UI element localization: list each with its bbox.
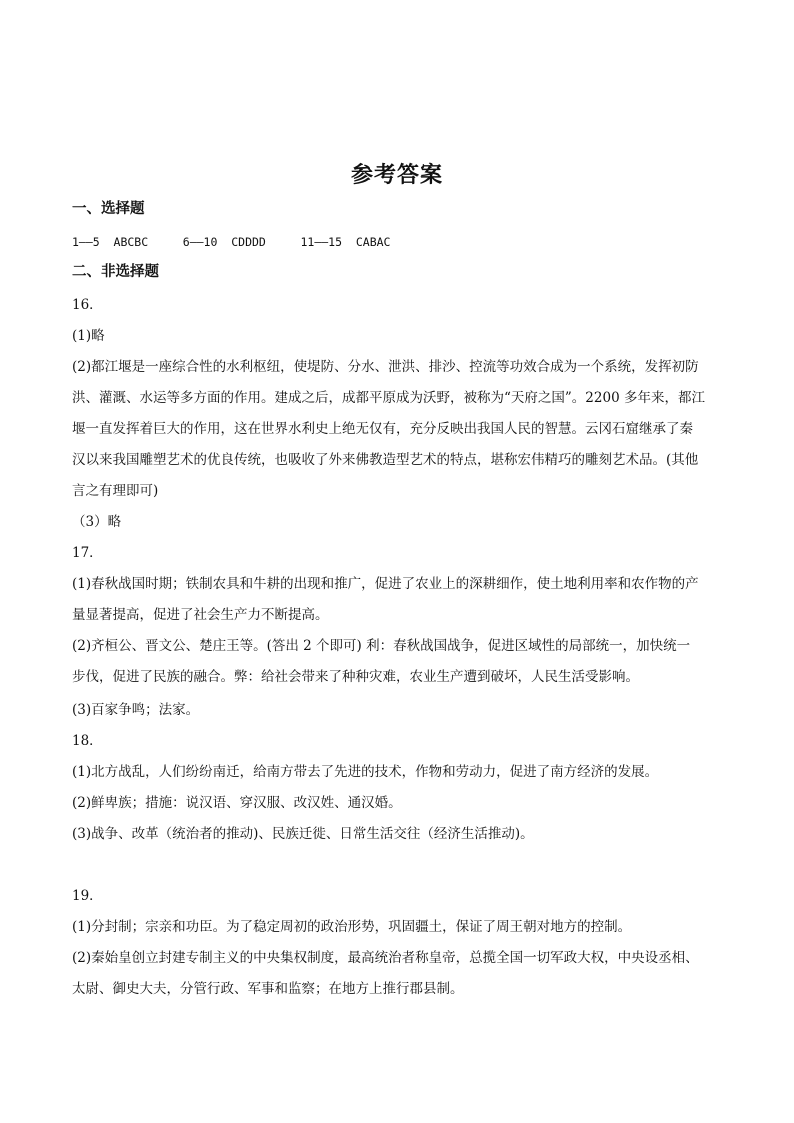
page-title: 参考答案: [350, 163, 443, 188]
question-18-part-3: (3)战争、改革（统治者的推动)、民族迁徙、日常生活交往（经济生活推动)。: [72, 826, 534, 842]
question-17-part-1-line: (1)春秋战国时期；铁制农具和牛耕的出现和推广，促进了农业上的深耕细作，使土地利用率和农作物的产: [72, 576, 699, 592]
question-18-part-1: (1)北方战乱，人们纷纷南迁，给南方带去了先进的技术，作物和劳动力，促进了南方经济的发展。: [72, 764, 659, 780]
question-17-number: 17．: [72, 545, 103, 561]
question-16-part-2-line: 汉以来我国雕塑艺术的优良传统，也吸收了外来佛教造型艺术的特点，堪称宏伟精巧的雕刻艺术品。(其他: [72, 452, 699, 468]
question-17-part-2-line: 步伐，促进了民族的融合。弊：给社会带来了种种灾难，农业生产遭到破坏，人民生活受影响。: [72, 669, 639, 685]
question-17-part-2-line: (2)齐桓公、晋文公、楚庄王等。(答出 2 个即可) 利：春秋战国战争，促进区域性的局部统一，加快统一: [72, 638, 691, 654]
section-heading-choice: 一、选择题: [72, 201, 145, 217]
question-17-part-3: (3)百家争鸣；法家。: [72, 702, 200, 718]
question-19-part-1: (1)分封制；宗亲和功臣。为了稳定周初的政治形势，巩固疆土，保证了周王朝对地方的控制。: [72, 919, 632, 935]
question-16-number: 16．: [72, 297, 103, 313]
question-16-part-3: （3）略: [72, 514, 122, 530]
question-18-part-2: (2)鲜卑族；措施：说汉语、穿汉服、改汉姓、通汉婚。: [72, 795, 402, 811]
question-16-part-2-line: (2)都江堰是一座综合性的水利枢纽，使堤防、分水、泄洪、排沙、控流等功效合成为一个系统，发挥初防: [72, 359, 699, 375]
choice-answers: 1——5 ABCBC 6——10 CDDDD 11——15 CABAC: [72, 235, 391, 249]
question-19-part-2-line: (2)秦始皇创立封建专制主义的中央集权制度，最高统治者称皇帝，总揽全国一切军政大权，中央设丞相、: [72, 950, 699, 966]
question-16-part-1: (1)略: [72, 328, 105, 344]
question-16-part-2-line: 言之有理即可): [72, 483, 159, 499]
question-17-part-1-line: 量显著提高，促进了社会生产力不断提高。: [72, 607, 329, 623]
question-19-number: 19．: [72, 888, 103, 904]
question-16-part-2-line: 洪、灌溉、水运等多方面的作用。建成之后，成都平原成为沃野，被称为“天府之国”。2200 多年来，都江: [72, 390, 705, 406]
question-19-part-2-line: 太尉、御史大夫，分管行政、军事和监察；在地方上推行郡县制。: [72, 981, 464, 997]
question-16-part-2-line: 堰一直发挥着巨大的作用，这在世界水利史上绝无仅有，充分反映出我国人民的智慧。云冈石窟继承了秦: [72, 421, 693, 437]
question-18-number: 18．: [72, 733, 103, 749]
section-heading-non-choice: 二、非选择题: [72, 264, 159, 280]
